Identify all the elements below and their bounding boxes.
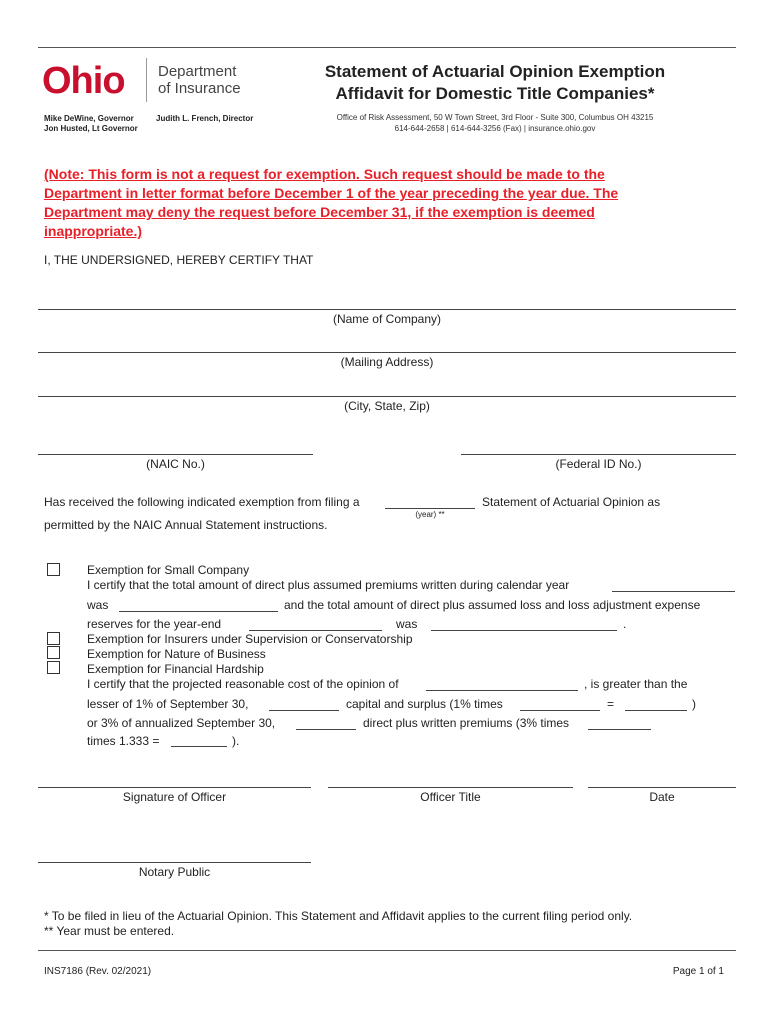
- times-text: times 1.333 =: [87, 734, 160, 748]
- capital-amount-field[interactable]: [520, 710, 600, 711]
- greater-than-text: , is greater than the: [584, 677, 688, 691]
- form-title-line1: Statement of Actuarial Opinion Exemption: [324, 62, 666, 81]
- received-text-3: permitted by the NAIC Annual Statement instructions.: [44, 518, 328, 532]
- notary-label: Notary Public: [138, 865, 211, 879]
- certify-intro: I, THE UNDERSIGNED, HEREBY CERTIFY THAT: [44, 253, 314, 267]
- year-field[interactable]: [385, 508, 475, 509]
- supervision-checkbox[interactable]: [47, 632, 60, 645]
- company-name-field[interactable]: [38, 309, 736, 310]
- form-title: [270, 61, 720, 105]
- capital-surplus-text: capital and surplus (1% times: [346, 697, 503, 711]
- note-block: [44, 165, 734, 241]
- direct-premiums-text: direct plus written premiums (3% times: [363, 716, 570, 730]
- premiums-times-field[interactable]: [588, 729, 651, 730]
- premiums-amount-field[interactable]: [119, 611, 278, 612]
- office-contact: 614-644-2658 | 614-644-3256 (Fax) | insurance.ohio.gov: [394, 124, 596, 133]
- hardship-checkbox[interactable]: [47, 661, 60, 674]
- officer-signature-label: Signature of Officer: [122, 790, 227, 804]
- footnote-double-star: ** Year must be entered.: [44, 924, 175, 938]
- note-line3: Department may deny the request before December 31, if the exemption is deemed: [44, 204, 595, 220]
- note-line2: Department in letter format before December 1 of the year preceding the year due. The: [44, 185, 619, 201]
- nature-label: Exemption for Nature of Business: [87, 647, 266, 661]
- received-text-2: Statement of Actuarial Opinion as: [482, 495, 661, 509]
- officer-title-field[interactable]: [328, 787, 573, 788]
- naic-no-field[interactable]: [38, 454, 313, 455]
- year-label: (year) **: [415, 510, 445, 519]
- department-name: [158, 63, 241, 97]
- note-line1: (Note: This form is not a request for exemption. Such request should be made to the: [44, 166, 605, 182]
- date-label: Date: [649, 790, 675, 804]
- svg-text:Ohio: Ohio: [42, 60, 125, 100]
- sept30-year-field[interactable]: [269, 710, 339, 711]
- loss-expense-text: and the total amount of direct plus assumed loss and loss adjustment expense: [284, 598, 701, 612]
- small-company-label: Exemption for Small Company: [87, 563, 250, 577]
- page-number: Page 1 of 1: [672, 966, 724, 977]
- was-label: was: [87, 598, 109, 612]
- governor-name: Mike DeWine, Governor: [44, 114, 134, 123]
- received-text-1: Has received the following indicated exemption from filing a: [44, 495, 360, 509]
- lt-governor-name: Jon Husted, Lt Governor: [44, 124, 138, 133]
- was2-label: was: [396, 617, 418, 631]
- hardship-label: Exemption for Financial Hardship: [87, 662, 264, 676]
- director-name: Judith L. French, Director: [156, 114, 254, 123]
- notary-field[interactable]: [38, 862, 311, 863]
- equals-sign: =: [607, 697, 615, 711]
- annualized-year-field[interactable]: [296, 729, 356, 730]
- footer-rule: [38, 950, 736, 951]
- company-name-label: (Name of Company): [332, 312, 442, 326]
- year-end-field[interactable]: [249, 630, 382, 631]
- footnote-star: * To be filed in lieu of the Actuarial Opinion. This Statement and Affidavit applies to the current filing period only.: [44, 909, 633, 923]
- reserves-period: .: [623, 617, 627, 631]
- officer-signature-field[interactable]: [38, 787, 311, 788]
- department-line2: of Insurance: [158, 80, 241, 97]
- reserves-label: reserves for the year-end: [87, 617, 222, 631]
- mailing-address-label: (Mailing Address): [340, 355, 434, 369]
- federal-id-field[interactable]: [461, 454, 736, 455]
- city-state-zip-field[interactable]: [38, 396, 736, 397]
- department-line1: Department: [158, 63, 237, 80]
- officer-title-label: Officer Title: [420, 790, 481, 804]
- mailing-address-field[interactable]: [38, 352, 736, 353]
- federal-id-label: (Federal ID No.): [555, 457, 642, 471]
- date-field[interactable]: [588, 787, 736, 788]
- reserves-amount-field[interactable]: [431, 630, 617, 631]
- opinion-year-field[interactable]: [426, 690, 578, 691]
- form-id: INS7186 (Rev. 02/2021): [44, 966, 152, 977]
- city-state-zip-label: (City, State, Zip): [344, 399, 430, 413]
- close-paren-period: ).: [232, 734, 240, 748]
- header-top-rule: [38, 47, 736, 48]
- close-paren: ): [692, 697, 696, 711]
- small-company-certify: I certify that the total amount of direct plus assumed premiums written during calendar year: [87, 578, 570, 592]
- supervision-label: Exemption for Insurers under Supervision or Conservatorship: [87, 632, 413, 646]
- lesser-text: lesser of 1% of September 30,: [87, 697, 249, 711]
- calendar-year-field[interactable]: [612, 591, 735, 592]
- form-title-line2: Affidavit for Domestic Title Companies*: [335, 84, 655, 103]
- office-address: Office of Risk Assessment, 50 W Town Street, 3rd Floor - Suite 300, Columbus OH 43215: [336, 113, 654, 122]
- ohio-logo: [42, 58, 142, 100]
- hardship-certify: I certify that the projected reasonable cost of the opinion of: [87, 677, 399, 691]
- ohio-logo-icon: [42, 58, 142, 100]
- naic-no-label: (NAIC No.): [146, 457, 205, 471]
- capital-result-field[interactable]: [625, 710, 687, 711]
- or3-text: or 3% of annualized September 30,: [87, 716, 276, 730]
- times-result-field[interactable]: [171, 746, 227, 747]
- nature-checkbox[interactable]: [47, 646, 60, 659]
- note-line4: inappropriate.): [44, 223, 143, 239]
- logo-divider: [146, 58, 147, 102]
- small-company-checkbox[interactable]: [47, 563, 60, 576]
